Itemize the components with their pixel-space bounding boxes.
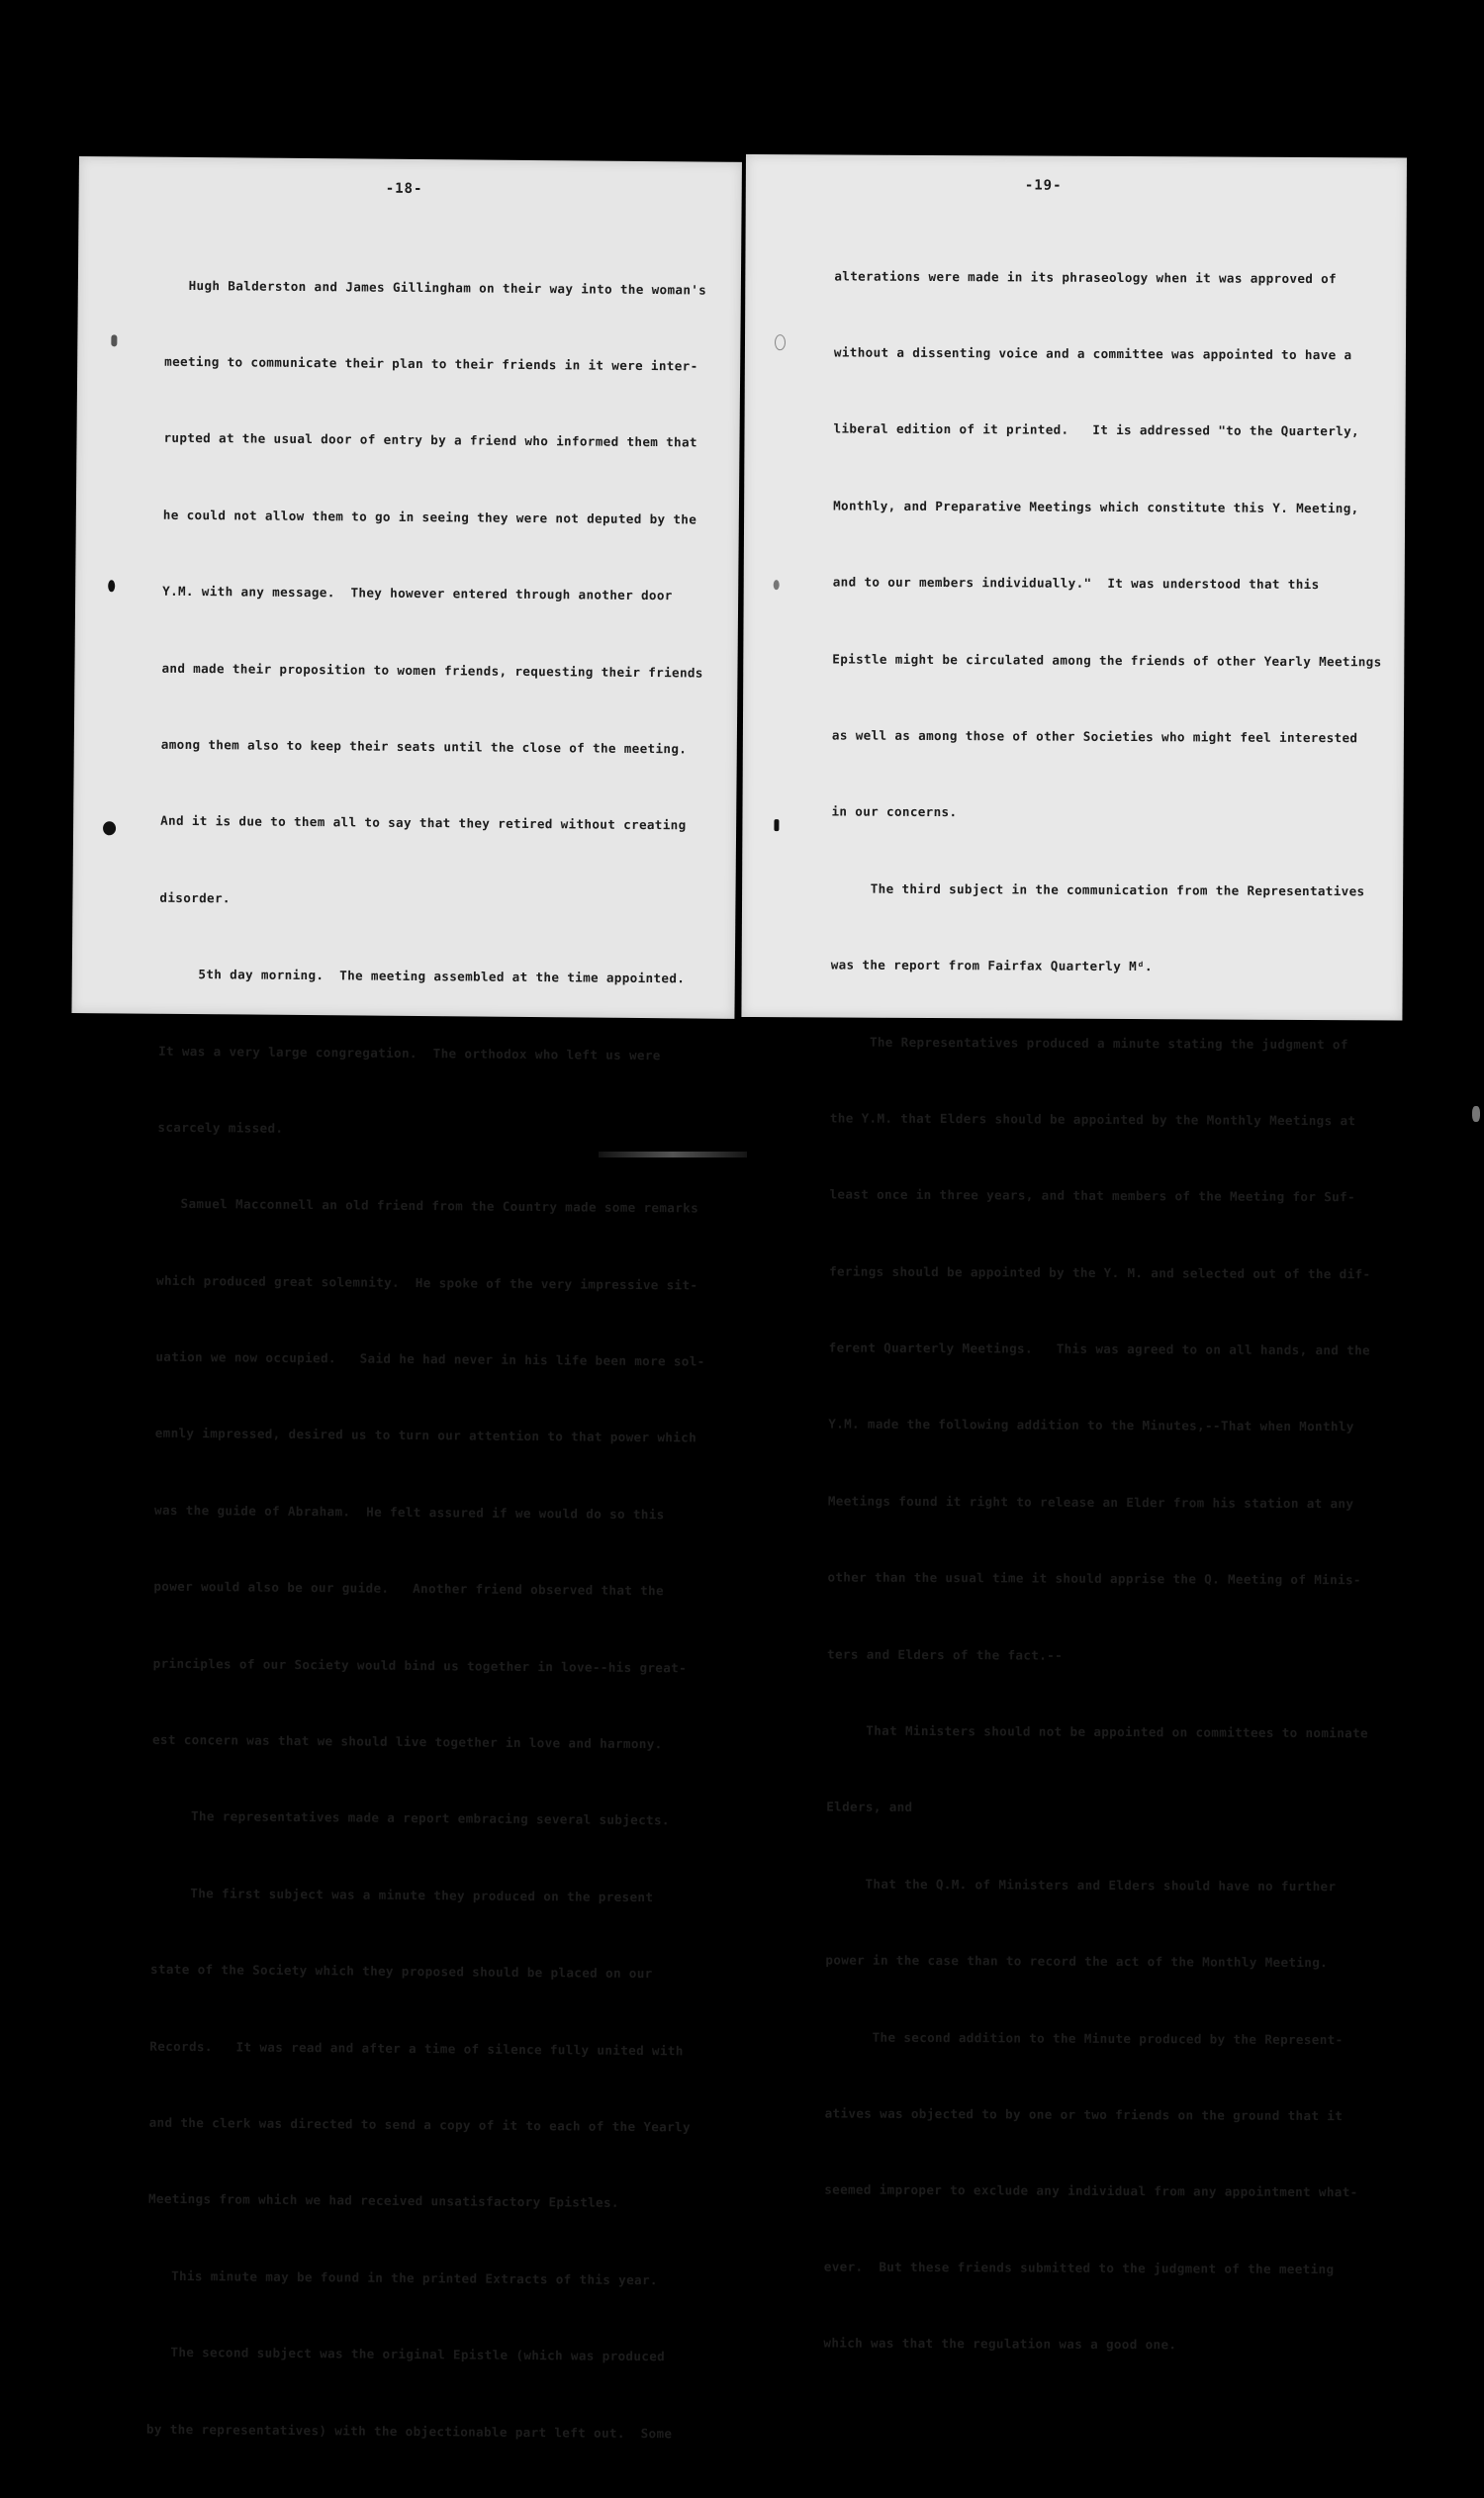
text-line: Meetings found it right to release an Elder from his station at any	[827, 1493, 1354, 1512]
text-line: as well as among those of other Societies who might feel interested	[831, 727, 1358, 746]
text-line: by the representatives) with the objectionable part left out. Some	[145, 2421, 673, 2441]
text-line: was the report from Fairfax Quarterly Mᵈ.	[830, 957, 1153, 974]
text-line: and to our members individually." It was understood that this	[832, 574, 1320, 593]
text-line: Samuel Macconnell an old friend from the Country made some remarks	[156, 1196, 699, 1216]
text-line: which was that the regulation was a good one.	[823, 2335, 1177, 2353]
text-line: without a dissenting voice and a committee was appointed to have a	[833, 344, 1352, 363]
text-line: ters and Elders of the fact.--	[827, 1646, 1064, 1663]
text-line: which produced great solemnity. He spoke of the very impressive sit-	[156, 1272, 698, 1293]
text-line: Monthly, and Preparative Meetings which constitute this Y. Meeting,	[833, 498, 1359, 516]
binder-hole-bottom	[774, 819, 779, 831]
text-line: in our concerns.	[831, 803, 958, 820]
text-line: Y.M. made the following addition to the Minutes,--That when Monthly	[828, 1416, 1354, 1434]
text-line: Records. It was read and after a time of silence fully united with	[149, 2038, 684, 2058]
text-line: And it is due to them all to say that they retired without creating	[160, 813, 687, 833]
text-line: disorder.	[159, 889, 231, 906]
text-line: Elders, and	[826, 1799, 913, 1815]
text-line: It was a very large congregation. The orthodox who left us were	[158, 1043, 661, 1063]
text-line: The representatives made a report embracing several subjects.	[151, 1808, 670, 1828]
film-edge-smudge	[599, 1152, 747, 1157]
text-line: and made their proposition to women friends, requesting their friends	[161, 660, 703, 681]
text-line: least once in three years, and that members of the Meeting for Suf-	[829, 1186, 1355, 1205]
page-number-right: -19-	[1024, 177, 1063, 194]
left-page	[71, 156, 742, 2441]
text-line: emnly impressed, desired us to turn our attention to that power which	[154, 1426, 697, 1445]
text-line: This minute may be found in the printed Extracts of this year.	[147, 2267, 658, 2287]
text-line: The second subject was the original Epistle (which was produced	[146, 2344, 666, 2364]
text-line: he could not allow them to go in seeing they were not deputed by the	[162, 507, 697, 527]
text-line: ever. But these friends submitted to the judgment of the meeting	[823, 2259, 1335, 2276]
text-line: The Representatives produced a minute stating the judgment of	[830, 1033, 1348, 1052]
text-line: power would also be our guide. Another friend observed that the	[153, 1578, 665, 1599]
text-line: liberal edition of it printed. It is addressed "to the Quarterly,	[833, 420, 1360, 439]
binder-hole-bottom	[103, 821, 116, 835]
text-line: other than the usual time it should apprise the Q. Meeting of Minis-	[827, 1569, 1361, 1588]
text-line: The third subject in the communication from the Representatives	[831, 880, 1365, 899]
text-line: uation we now occupied. Said he had never in his life been more sol-	[155, 1348, 705, 1369]
text-line: That the Q.M. of Ministers and Elders should have no further	[825, 1876, 1337, 1894]
text-line: state of the Society which they proposed should be placed on our	[149, 1961, 653, 1982]
text-line: est concern was that we should live together in love and harmony.	[151, 1731, 663, 1752]
text-line: Hugh Balderston and James Gillingham on their way into the woman's	[164, 277, 707, 298]
text-line: was the guide of Abraham. He felt assured if we would do so this	[153, 1502, 665, 1523]
right-page	[741, 154, 1407, 2353]
text-line: The second addition to the Minute produced by the Represent-	[825, 2029, 1344, 2047]
text-line: 5th day morning. The meeting assembled at the time appointed.	[158, 966, 686, 986]
right-page-text	[823, 212, 1384, 2409]
text-line: The first subject was a minute they produced on the present	[150, 1885, 654, 1904]
text-line: rupted at the usual door of entry by a friend who informed them that	[163, 430, 697, 450]
binder-hole-top	[111, 334, 117, 346]
text-line: among them also to keep their seats until the close of the meeting.	[160, 736, 688, 757]
binder-hole-middle	[774, 580, 780, 590]
left-page-text	[145, 222, 714, 2498]
page-number-left: -18-	[385, 180, 423, 198]
text-line: seemed improper to exclude any individual from any appointment what-	[824, 2181, 1358, 2200]
text-line: power in the case than to record the act of the Monthly Meeting.	[825, 1952, 1329, 1971]
text-line: atives was objected to by one or two friends on the ground that it	[824, 2105, 1344, 2124]
text-line: ferings should be appointed by the Y. M. and selected out of the dif-	[829, 1263, 1371, 1281]
text-line: That Ministers should not be appointed on committees to nominate	[826, 1722, 1369, 1741]
text-line: ferent Quarterly Meetings. This was agreed to on all hands, and the	[828, 1340, 1371, 1358]
binder-hole-top	[775, 334, 786, 350]
binder-hole-middle	[108, 580, 115, 592]
text-line: meeting to communicate their plan to their friends in it were inter-	[164, 353, 698, 374]
text-line: the Y.M. that Elders should be appointed by the Monthly Meetings at	[829, 1110, 1356, 1129]
text-line: Y.M. with any message. They however entered through another door	[162, 583, 673, 603]
film-edge-mark	[1472, 1106, 1480, 1122]
text-line: and the clerk was directed to send a copy of it to each of the Yearly	[148, 2114, 692, 2135]
text-line: scarcely missed.	[157, 1119, 284, 1136]
text-line: principles of our Society would bind us together in love--his great-	[152, 1655, 688, 1676]
text-line: Epistle might be circulated among the friends of other Yearly Meetings	[832, 651, 1382, 669]
text-line: Meetings from which we had received unsatisfactory Epistles.	[147, 2191, 619, 2211]
text-line: alterations were made in its phraseology when it was approved of	[834, 268, 1338, 286]
